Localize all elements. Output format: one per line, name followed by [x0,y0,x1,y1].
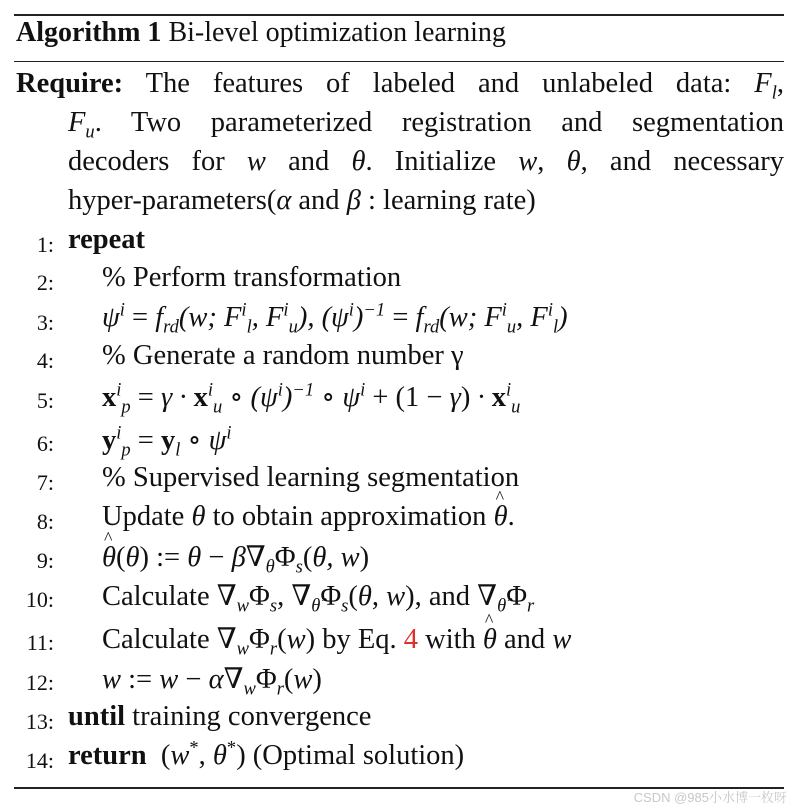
require-line-1: Require: The features of labeled and unlabeled data: $F_l$, [16,68,784,104]
algorithm-label: Algorithm 1 [16,17,162,48]
calculate-registration-gradient: Calculate $\nabla_w\Phi_r(w)$ by Eq. 4 with ^ θ and w [102,622,571,656]
until-condition: training convergence [132,701,372,732]
equation-ref-link[interactable]: 4 [403,624,418,655]
algorithm-title [16,17,506,49]
formula-label: $y^i_p = y_l$ ∘ $\psi^i$ [102,422,232,461]
keyword-return: return [68,740,147,771]
algorithm-name: Bi-level optimization learning [168,17,506,48]
formula-theta-hat: ^ θ(θ) := $\theta - \beta\nabla_\theta\Phi_s(\theta$, w) [102,540,369,574]
keyword-repeat: repeat [68,224,146,255]
formula-mix: $x^i_p = \gamma \cdot x^i_u$ ∘ $(\psi^i)^{-1}$ ∘ $\psi^i + (1 - \gamma) \cdot x^i_u$ [102,379,521,418]
top-rule [14,14,784,16]
line-number: 1 : [0,232,54,258]
update-theta: Update θ to obtain approximation ^ θ. [102,501,515,533]
comment-random: % Generate a random number γ [102,340,464,371]
keyword-until: until [68,701,126,732]
title-rule [14,61,784,62]
require-line-4: hyper-parameters(α and β : learning rate) [68,185,536,216]
calculate-gradients: Calculate $\nabla_w\Phi_s$, $\nabla_{\thetâ}\Phi_s(\theta$, w), and $\nabla_{\thetâ}\Phi_r$ [102,581,535,617]
require-line-3: decoders for w and θ. Initialize w, θ, and necessary [68,146,785,177]
comment-transformation: % Perform transformation [102,262,402,293]
comment-supervised: % Supervised learning segmentation [102,462,520,493]
formula-update-w: w := $w - \alpha\nabla_w\Phi_r(w)$ [102,664,322,700]
require-line-2: $F_u$. Two parameterized registration and segmentation [68,107,784,143]
require-keyword: Require: [16,68,124,99]
watermark: CSDN @985小水博一枚呀 [633,790,787,805]
formula-transform: $\psi^i = f_{rd}(w$; $F^i_l$, $F^i_u$), $(\psi^i)^{-1} = f_{rd}(w$; $F^i_u$, $F^i_l$) [102,299,568,338]
